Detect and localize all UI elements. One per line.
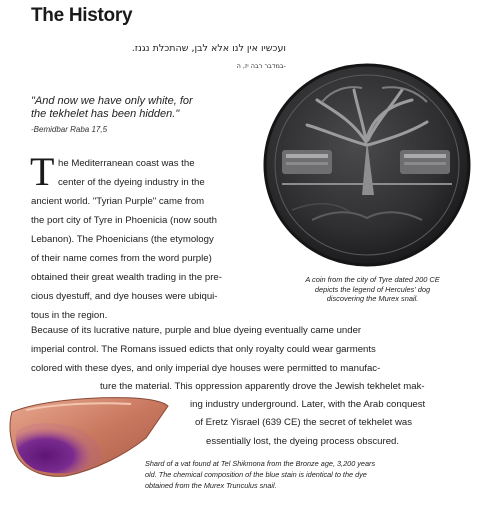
intro-line: cious dyestuff, and dye houses were ubiqui- [31, 291, 218, 302]
body-line: Because of its lucrative nature, purple and blue dyeing eventually came under [31, 325, 362, 336]
body-line: ing industry underground. Later, with the Arab conquest [190, 399, 426, 410]
caption-line: depicts the legend of Hercules' dog [314, 284, 431, 294]
body-line: colored with these dyes, and only imperial dye houses were permitted to manufac- [31, 363, 381, 374]
intro-line: Lebanon). The Phoenicians (the etymology [31, 234, 214, 245]
intro-line: ancient world. "Tyrian Purple" came from [31, 196, 205, 207]
body-line: ture the material. This oppression apparently drove the Jewish tekhelet mak- [100, 381, 425, 392]
intro-line: obtained their great wealth trading in the pre- [31, 272, 222, 283]
english-quote [31, 95, 256, 121]
shard-caption [145, 458, 467, 491]
page-title: The History [31, 5, 133, 26]
hebrew-quote-source: -במדבר רבה יז, ה [236, 62, 286, 70]
caption-line: Shard of a vat found at Tel Shikmona from the Bronze age, 3,200 years [145, 459, 376, 468]
tyre-coin-image [262, 60, 472, 270]
intro-line: tous in the region. [31, 310, 108, 321]
quote-line: the tekhelet has been hidden." [31, 108, 180, 120]
body-line: imperial control. The Romans issued edicts that only royalty could wear garments [31, 344, 376, 355]
hebrew-quote: ועכשיו אין לנו אלא לבן, שהתכלת נגנז. [131, 43, 286, 54]
caption-line: discovering the Murex snail. [326, 294, 419, 303]
caption-line: old. The chemical composition of the blue stain is identical to the dye [145, 470, 367, 479]
caption-line: A coin from the city of Tyre dated 200 CE [305, 275, 440, 284]
intro-line: center of the dyeing industry in the [58, 177, 205, 188]
caption-line: obtained from the Murex Trunculus snail. [145, 481, 277, 490]
quote-line: "And now we have only white, for [31, 95, 193, 107]
intro-line: he Mediterranean coast was the [58, 158, 195, 169]
drop-cap: T [30, 149, 55, 194]
coin-caption [280, 275, 465, 304]
body-line: of Eretz Yisrael (639 CE) the secret of tekhelet was [195, 417, 413, 428]
quote-source: -Bemidbar Raba 17,5 [31, 125, 108, 134]
body-line: essentially lost, the dyeing process obscured. [206, 436, 400, 447]
intro-line: of their name comes from the word purple) [31, 253, 212, 264]
intro-line: the port city of Tyre in Phoenicia (now south [31, 215, 217, 226]
